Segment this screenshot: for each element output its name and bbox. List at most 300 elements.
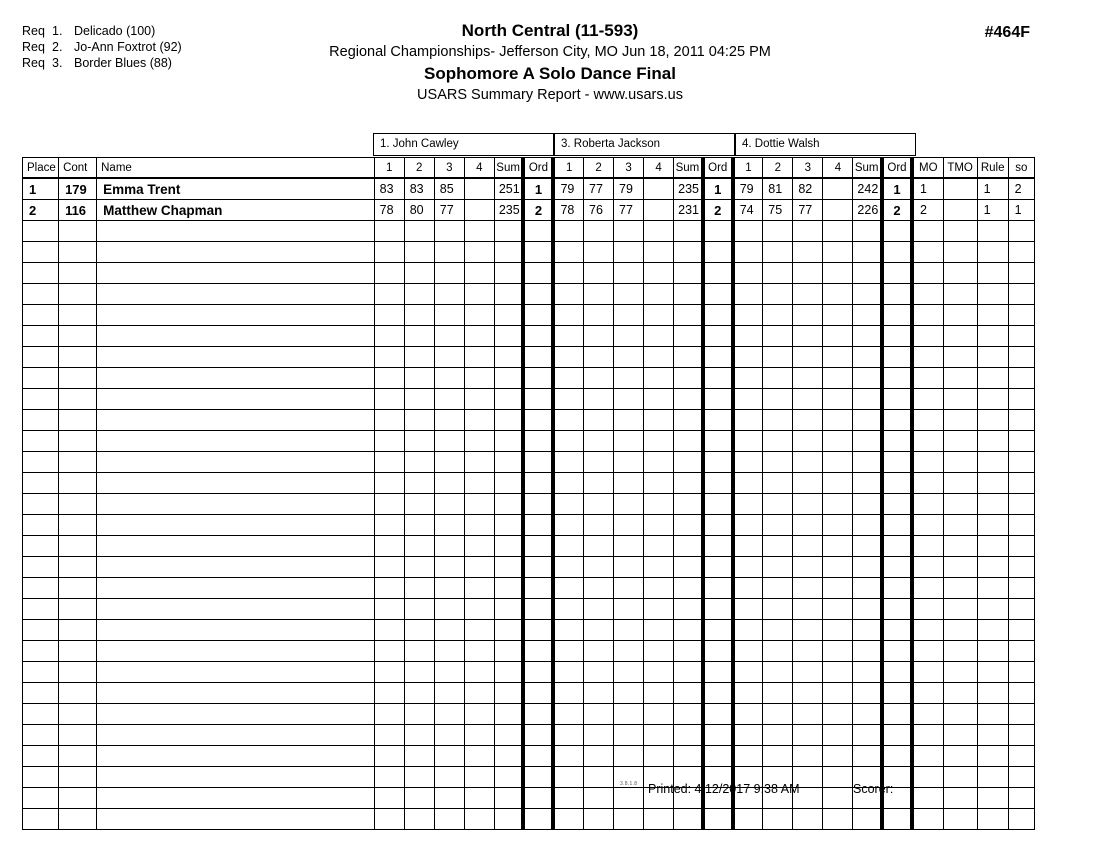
cell-empty (553, 452, 583, 473)
cell-empty (823, 368, 853, 389)
cell-empty (703, 494, 733, 515)
cell-empty (584, 431, 614, 452)
cell-empty (97, 431, 375, 452)
cell-empty (882, 389, 912, 410)
cell-j2-score-1: 78 (553, 200, 583, 221)
cell-empty (97, 557, 375, 578)
cell-empty (823, 662, 853, 683)
cell-empty (494, 557, 523, 578)
cell-empty (703, 746, 733, 767)
cell-empty (882, 410, 912, 431)
cell-j1-score-4 (464, 200, 494, 221)
col-header-j1-ord: Ord (523, 158, 553, 179)
cell-empty (703, 326, 733, 347)
cell-empty (374, 452, 404, 473)
cell-empty (674, 263, 703, 284)
cell-empty (494, 599, 523, 620)
cell-empty (584, 473, 614, 494)
cell-j3-sum: 226 (853, 200, 882, 221)
cell-empty (943, 662, 977, 683)
cell-empty (59, 704, 97, 725)
col-header-j2-4: 4 (644, 158, 674, 179)
cell-empty (523, 809, 553, 830)
cell-empty (912, 746, 943, 767)
cell-empty (553, 368, 583, 389)
cell-empty (977, 368, 1008, 389)
cell-empty (1008, 305, 1034, 326)
cell-empty (853, 263, 882, 284)
cell-empty (434, 599, 464, 620)
cell-empty (374, 305, 404, 326)
cell-empty (644, 557, 674, 578)
cell-empty (614, 284, 644, 305)
cell-j2-score-2: 76 (584, 200, 614, 221)
cell-empty (434, 389, 464, 410)
cell-empty (23, 452, 59, 473)
cell-empty (882, 452, 912, 473)
cell-empty (464, 578, 494, 599)
cell-empty (374, 704, 404, 725)
cell-empty (523, 410, 553, 431)
cell-empty (943, 326, 977, 347)
cell-empty (977, 242, 1008, 263)
cell-empty (733, 263, 763, 284)
cell-empty (763, 263, 793, 284)
cell-empty (494, 452, 523, 473)
cell-empty (1008, 641, 1034, 662)
cell-empty (464, 788, 494, 809)
cell-empty (977, 599, 1008, 620)
cell-empty (853, 284, 882, 305)
cell-empty (434, 809, 464, 830)
cell-empty (614, 662, 644, 683)
cell-empty (553, 746, 583, 767)
cell-empty (882, 725, 912, 746)
cell-empty (793, 662, 823, 683)
cell-empty (912, 683, 943, 704)
cell-empty (853, 557, 882, 578)
cell-empty (823, 347, 853, 368)
table-row-empty (23, 452, 1035, 473)
cell-empty (823, 599, 853, 620)
cell-empty (943, 536, 977, 557)
cell-empty (823, 788, 853, 809)
cell-empty (614, 368, 644, 389)
cell-empty (374, 410, 404, 431)
table-row-empty (23, 557, 1035, 578)
cell-empty (614, 242, 644, 263)
cell-empty (733, 326, 763, 347)
cell-empty (882, 263, 912, 284)
cell-empty (912, 410, 943, 431)
cell-empty (943, 620, 977, 641)
cell-empty (97, 662, 375, 683)
cell-empty (494, 326, 523, 347)
cell-empty (644, 221, 674, 242)
cell-empty (59, 263, 97, 284)
cell-empty (584, 242, 614, 263)
cell-j1-score-1: 83 (374, 178, 404, 200)
cell-empty (374, 641, 404, 662)
scorer-label: Scorer: (853, 782, 894, 796)
cell-tmo (943, 178, 977, 200)
cell-empty (882, 515, 912, 536)
cell-empty (584, 641, 614, 662)
cell-empty (823, 326, 853, 347)
cell-empty (23, 389, 59, 410)
cell-empty (703, 389, 733, 410)
cell-empty (23, 305, 59, 326)
cell-empty (23, 410, 59, 431)
cell-empty (644, 242, 674, 263)
cell-empty (644, 662, 674, 683)
col-header-j2-sum: Sum (674, 158, 703, 179)
cell-empty (882, 578, 912, 599)
cell-empty (943, 410, 977, 431)
cell-empty (374, 746, 404, 767)
cell-empty (733, 347, 763, 368)
cell-empty (553, 284, 583, 305)
table-header-row (23, 158, 1035, 179)
cell-empty (943, 368, 977, 389)
cell-empty (763, 389, 793, 410)
cell-empty (674, 662, 703, 683)
cell-empty (882, 662, 912, 683)
cell-empty (23, 557, 59, 578)
requirement-label: Req (22, 24, 45, 38)
cell-empty (1008, 599, 1034, 620)
cell-empty (553, 683, 583, 704)
cell-name: Emma Trent (97, 178, 375, 200)
requirement-number: 3. (52, 56, 63, 70)
cell-empty (977, 704, 1008, 725)
cell-j1-ord: 1 (523, 178, 553, 200)
cell-empty (553, 620, 583, 641)
cell-empty (674, 410, 703, 431)
cell-empty (97, 578, 375, 599)
cell-empty (882, 431, 912, 452)
cell-empty (434, 431, 464, 452)
results-table (22, 157, 1035, 830)
cell-empty (374, 473, 404, 494)
cell-empty (823, 746, 853, 767)
cell-empty (614, 746, 644, 767)
cell-empty (674, 725, 703, 746)
cell-empty (703, 599, 733, 620)
results-table-body (23, 178, 1035, 830)
cell-empty (882, 599, 912, 620)
table-row-empty (23, 746, 1035, 767)
cell-empty (374, 494, 404, 515)
cell-empty (674, 326, 703, 347)
cell-empty (977, 536, 1008, 557)
cell-empty (644, 305, 674, 326)
cell-empty (494, 410, 523, 431)
cell-empty (763, 641, 793, 662)
cell-empty (733, 494, 763, 515)
cell-empty (853, 662, 882, 683)
cell-empty (464, 263, 494, 284)
cell-empty (763, 473, 793, 494)
cell-empty (59, 662, 97, 683)
cell-empty (644, 599, 674, 620)
cell-empty (553, 347, 583, 368)
cell-empty (674, 305, 703, 326)
cell-empty (674, 557, 703, 578)
cell-empty (853, 389, 882, 410)
cell-empty (23, 473, 59, 494)
cell-empty (763, 284, 793, 305)
cell-empty (523, 704, 553, 725)
cell-empty (523, 578, 553, 599)
cell-empty (434, 788, 464, 809)
cell-empty (763, 809, 793, 830)
cell-empty (703, 242, 733, 263)
cell-empty (977, 767, 1008, 788)
cell-empty (912, 221, 943, 242)
cell-empty (912, 725, 943, 746)
cell-j3-score-3: 77 (793, 200, 823, 221)
cell-place: 2 (23, 200, 59, 221)
col-header-rule: Rule (977, 158, 1008, 179)
cell-empty (523, 284, 553, 305)
cell-empty (733, 284, 763, 305)
cell-empty (703, 683, 733, 704)
cell-empty (793, 326, 823, 347)
cell-empty (523, 599, 553, 620)
cell-empty (553, 704, 583, 725)
col-header-j1-3: 3 (434, 158, 464, 179)
cell-empty (823, 242, 853, 263)
cell-empty (1008, 347, 1034, 368)
cell-empty (823, 452, 853, 473)
cell-empty (59, 725, 97, 746)
cell-empty (464, 725, 494, 746)
table-row-empty (23, 725, 1035, 746)
table-row-empty (23, 704, 1035, 725)
cell-j2-score-2: 77 (584, 178, 614, 200)
cell-empty (1008, 620, 1034, 641)
cell-empty (882, 746, 912, 767)
requirement-label: Req (22, 40, 45, 54)
cell-empty (853, 326, 882, 347)
cell-empty (943, 788, 977, 809)
cell-empty (823, 557, 853, 578)
cell-empty (614, 515, 644, 536)
cell-empty (464, 452, 494, 473)
cell-empty (614, 326, 644, 347)
cell-empty (977, 620, 1008, 641)
cell-empty (763, 725, 793, 746)
cell-empty (614, 410, 644, 431)
cell-empty (823, 389, 853, 410)
cell-empty (523, 326, 553, 347)
cell-empty (434, 557, 464, 578)
cell-empty (733, 389, 763, 410)
cell-empty (553, 389, 583, 410)
cell-empty (763, 494, 793, 515)
cell-empty (59, 452, 97, 473)
cell-empty (943, 389, 977, 410)
cell-empty (703, 725, 733, 746)
cell-empty (733, 515, 763, 536)
cell-empty (494, 536, 523, 557)
cell-empty (59, 767, 97, 788)
cell-empty (553, 767, 583, 788)
cell-empty (464, 221, 494, 242)
cell-empty (494, 788, 523, 809)
cell-empty (553, 599, 583, 620)
cell-empty (464, 284, 494, 305)
cell-empty (374, 599, 404, 620)
cell-empty (703, 620, 733, 641)
cell-empty (853, 809, 882, 830)
col-header-j3-3: 3 (793, 158, 823, 179)
cell-empty (404, 263, 434, 284)
table-row-empty (23, 389, 1035, 410)
cell-empty (853, 452, 882, 473)
cell-empty (584, 683, 614, 704)
cell-empty (912, 389, 943, 410)
cell-empty (943, 305, 977, 326)
table-row-empty (23, 347, 1035, 368)
cell-empty (882, 347, 912, 368)
cell-empty (97, 809, 375, 830)
cell-empty (59, 368, 97, 389)
cell-empty (912, 284, 943, 305)
cell-empty (853, 578, 882, 599)
cell-empty (912, 788, 943, 809)
cell-empty (977, 452, 1008, 473)
cell-empty (977, 641, 1008, 662)
table-row-empty (23, 599, 1035, 620)
cell-empty (674, 389, 703, 410)
judge-band-2: 3. Roberta Jackson (554, 133, 735, 156)
cell-empty (733, 683, 763, 704)
cell-empty (1008, 767, 1034, 788)
col-header-j3-ord: Ord (882, 158, 912, 179)
cell-empty (59, 515, 97, 536)
cell-empty (703, 515, 733, 536)
cell-empty (494, 767, 523, 788)
col-header-j3-4: 4 (823, 158, 853, 179)
cell-empty (763, 347, 793, 368)
cell-empty (494, 305, 523, 326)
cell-empty (943, 578, 977, 599)
cell-j3-ord: 1 (882, 178, 912, 200)
cell-empty (434, 368, 464, 389)
cell-empty (434, 683, 464, 704)
cell-empty (59, 809, 97, 830)
cell-empty (793, 515, 823, 536)
cell-empty (793, 263, 823, 284)
cell-empty (1008, 368, 1034, 389)
cell-empty (404, 620, 434, 641)
cell-empty (763, 242, 793, 263)
cell-empty (23, 725, 59, 746)
cell-empty (823, 620, 853, 641)
cell-empty (882, 809, 912, 830)
cell-empty (374, 326, 404, 347)
cell-empty (853, 431, 882, 452)
cell-empty (494, 284, 523, 305)
cell-empty (404, 599, 434, 620)
cell-place: 1 (23, 178, 59, 200)
cell-empty (59, 410, 97, 431)
cell-empty (1008, 452, 1034, 473)
cell-empty (912, 662, 943, 683)
cell-empty (464, 662, 494, 683)
cell-empty (977, 809, 1008, 830)
cell-empty (374, 221, 404, 242)
cell-empty (614, 221, 644, 242)
cell-empty (23, 746, 59, 767)
cell-empty (853, 221, 882, 242)
cell-j3-score-4 (823, 178, 853, 200)
cell-empty (793, 452, 823, 473)
cell-empty (59, 599, 97, 620)
cell-empty (763, 368, 793, 389)
cell-empty (882, 473, 912, 494)
cell-empty (763, 683, 793, 704)
cell-empty (644, 473, 674, 494)
cell-empty (584, 809, 614, 830)
cell-empty (584, 515, 614, 536)
cell-empty (823, 284, 853, 305)
cell-empty (793, 725, 823, 746)
cell-empty (374, 788, 404, 809)
cell-empty (23, 263, 59, 284)
cell-empty (553, 557, 583, 578)
cell-empty (823, 263, 853, 284)
cell-empty (404, 452, 434, 473)
cell-empty (977, 494, 1008, 515)
cell-empty (674, 578, 703, 599)
cell-empty (703, 578, 733, 599)
cell-empty (494, 263, 523, 284)
cell-j3-ord: 2 (882, 200, 912, 221)
requirement-text: Border Blues (88) (74, 56, 172, 70)
table-row-empty (23, 683, 1035, 704)
cell-empty (912, 242, 943, 263)
cell-empty (404, 305, 434, 326)
cell-empty (584, 452, 614, 473)
table-row-empty (23, 305, 1035, 326)
cell-empty (614, 620, 644, 641)
col-header-j3-2: 2 (763, 158, 793, 179)
cell-empty (553, 515, 583, 536)
requirement-text: Jo-Ann Foxtrot (92) (74, 40, 182, 54)
cell-empty (97, 767, 375, 788)
cell-empty (912, 557, 943, 578)
cell-empty (584, 494, 614, 515)
cell-empty (97, 536, 375, 557)
cell-cont: 116 (59, 200, 97, 221)
cell-empty (97, 221, 375, 242)
cell-empty (733, 725, 763, 746)
cell-empty (912, 305, 943, 326)
cell-empty (977, 557, 1008, 578)
cell-empty (793, 347, 823, 368)
table-row-empty (23, 263, 1035, 284)
cell-empty (977, 578, 1008, 599)
cell-empty (59, 788, 97, 809)
cell-empty (943, 347, 977, 368)
cell-empty (434, 452, 464, 473)
table-row-empty (23, 662, 1035, 683)
cell-empty (464, 599, 494, 620)
cell-empty (793, 746, 823, 767)
